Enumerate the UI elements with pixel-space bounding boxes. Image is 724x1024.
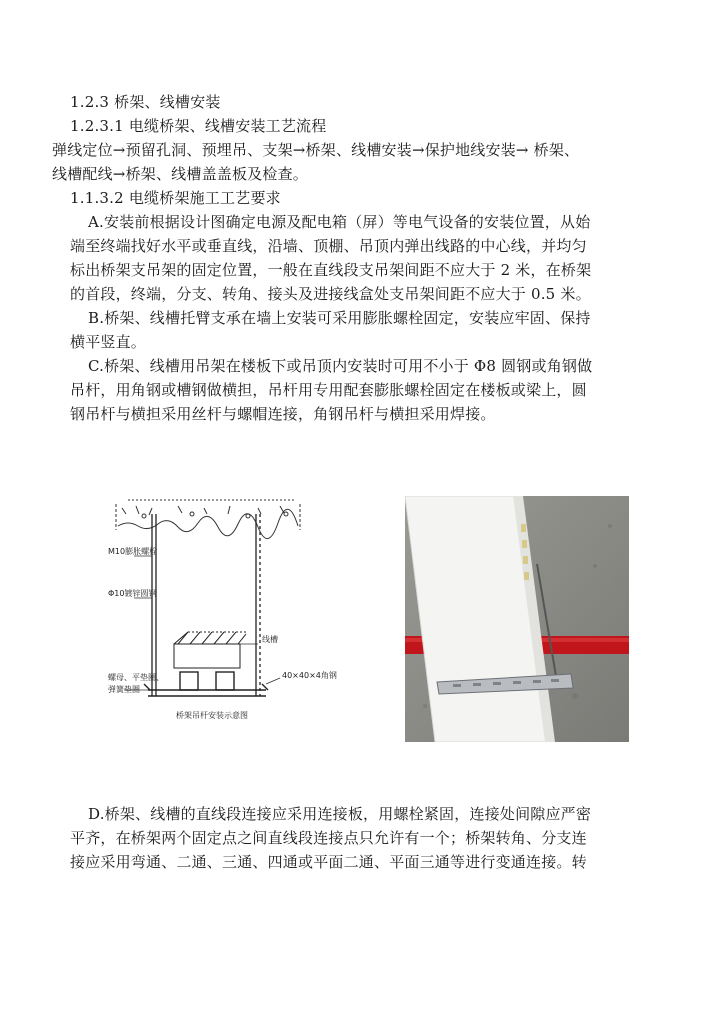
paragraph-d-line-1: D.桥架、线槽的直线段连接应采用连接板，用螺栓紧固，连接处间隙应严密 (88, 805, 592, 823)
process-flow-line-1: 弹线定位→预留孔洞、预埋吊、支架→桥架、线槽安装→保护地线安装→ 桥架、 (52, 141, 580, 159)
paragraph-c-line-3: 钢吊杆与横担采用丝杆与螺帽连接，角钢吊杆与横担采用焊接。 (70, 405, 496, 423)
paragraph-a-line-4: 的首段，终端，分支、转角、接头及进接线盒处支吊架间距不应大于 0.5 米。 (70, 285, 591, 303)
heading-1-1-3-2: 1.1.3.2 电缆桥架施工工艺要求 (70, 189, 281, 207)
diagram-caption: 桥架吊杆安装示意图 (176, 711, 248, 720)
paragraph-c-line-2: 吊杆，用角钢或槽钢做横担，吊杆用专用配套膨胀螺栓固定在楼板或梁上，圆 (70, 381, 587, 399)
paragraph-d-line-3: 接应采用弯通、二通、三通、四通或平面二通、平面三通等进行变通连接。转 (70, 853, 587, 871)
installation-photo-drawing (405, 496, 629, 742)
paragraph-b-line-1: B.桥架、线槽托臂支承在墙上安装可采用膨胀螺栓固定，安装应牢固、保持 (88, 309, 591, 327)
hanger-rods (152, 514, 260, 696)
hanger-diagram-drawing (108, 494, 348, 730)
paragraph-c-line-1: C.桥架、线槽用吊架在楼板下或吊顶内安装时可用不小于 Φ8 圆钢或角钢做 (88, 357, 593, 375)
paragraph-a-line-2: 端至终端找好水平或垂直线，沿墙、顶棚、吊顶内弹出线路的中心线，并均匀 (70, 237, 587, 255)
installation-photo (405, 496, 629, 742)
paragraph-a-line-3: 标出桥架支吊架的固定位置，一般在直线段支吊架间距不应大于 2 米，在桥架 (70, 261, 592, 279)
paragraph-d-line-2: 平齐，在桥架两个固定点之间直线段连接点只允许有一个；桥架转角、分支连 (70, 829, 587, 847)
label-trough: 线槽 (262, 635, 278, 644)
paragraph-b-line-2: 横平竖直。 (70, 333, 147, 351)
label-nut-washer: 螺母、平垫圈、 (108, 673, 164, 682)
heading-1-2-3: 1.2.3 桥架、线槽安装 (70, 93, 221, 111)
paragraph-a-line-1: A.安装前根据设计图确定电源及配电箱（屏）等电气设备的安装位置，从始 (88, 213, 591, 231)
hanger-diagram (108, 494, 348, 730)
label-spring-washer: 弹簧垫圈 (108, 685, 140, 694)
heading-1-2-3-1: 1.2.3.1 电缆桥架、线槽安装工艺流程 (70, 117, 327, 135)
ceiling-slab (116, 500, 300, 539)
label-angle-steel: 40×40×4角钢 (282, 671, 337, 680)
cable-trough (174, 632, 248, 668)
label-round-steel: Φ10镀锌圆钢 (108, 589, 157, 598)
label-expansion-bolt: M10膨胀螺栓 (108, 547, 158, 556)
process-flow-line-2: 线槽配线→桥架、线槽盖盖板及检查。 (52, 165, 308, 183)
